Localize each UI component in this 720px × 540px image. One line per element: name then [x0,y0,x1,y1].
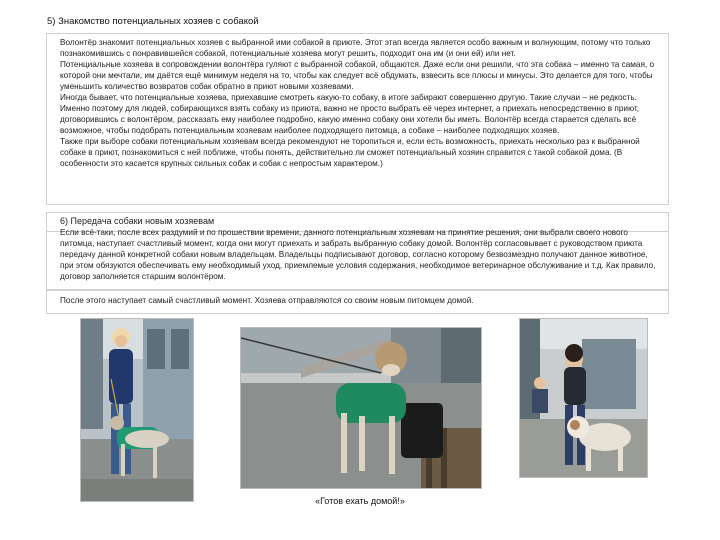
photo-woman-with-dog [80,318,194,502]
section5-paragraph: Потенциальные хозяева в сопровождении волонтёра гуляют с выбранной собакой, общаются. Даже если они решили, что эта собака – именно та самая, о которой они мечтали, им даётся ещё минимум неделя на то, чтобы как следует всё обдумать, взвесить все плюсы и минусы. Это делается для того, чтобы уменьшить количество возвратов собак обратно в приют новыми хозяевами. [60,60,654,91]
section6-heading: 6) Передача собаки новым хозяевам [60,216,215,226]
section6-closing-box [46,290,669,314]
photo-new-owner-with-dog [519,318,648,478]
section5-paragraph: Иногда бывает, что потенциальные хозяева, приехавшие смотреть какую-то собаку, в итоге забирают совершенно другую. Такие случаи – не редкость. Именно поэтому для людей, собирающихся взять собаку из приюта, важно не просто выбрать её через интернет, а приехать непосредственно в приют, договорившись с волонтёром, рассказать ему наиболее подробно, какую именно собаку они хотели бы иметь. Волонтёр всегда старается сделать всё возможное, чтобы подобрать потенциальным хозяевам наиболее подходящего питомца, а собаке – наиболее подходящих хозяев. [60,93,640,135]
photo-caption: «Готов ехать домой!» [315,496,405,506]
section6-text-box [46,224,669,290]
section5-paragraph: Волонтёр знакомит потенциальных хозяев с выбранной ими собакой в приюте. Этот этап всегда является особо важным и волнующим, потому что только познакомившись с понравившейся собакой, потенциальные хозяева могут решить, подходит она им (и они ей) или нет. [60,38,651,58]
section6-paragraph: Если всё-таки, после всех раздумий и по прошествии времени, данного потенциальным хозяевам на принятие решения, они выбрали своего нового питомца, наступает счастливый момент, когда они могут приехать и забрать выбранную собаку домой. Волонтёр согласовывает с руководством приюта передачу данной конкретной собаки новым владельцам. Владельцы подписывают договор, согласно которому безвозмездно получают данное животное, при этом обязуются обеспечивать ему необходимый уход, приемлемые условия содержания, необходимое ветеринарное обслуживание и т.д. Как правило, договор заполняется старшим волонтёром. [60,228,656,281]
section5-heading: 5) Знакомство потенциальных хозяев с собакой [47,16,259,27]
section5-paragraph: Также при выборе собаки потенциальным хозяевам всегда рекомендуют не торопиться и, если есть возможность, приехать несколько раз к выбранной собаке в приют, познакомиться с ней поближе, чтобы понять, действительно ли сможет потенциальный хозяин справится с такой собакой дома. (В особенности это касается крупных сильных собак и собак с непростым характером.) [60,137,640,168]
photo-dog-ready-to-go [240,327,482,489]
section5-text-box [46,33,669,205]
section6-closing-paragraph: После этого наступает самый счастливый момент. Хозяева отправляются со своим новым питомцем домой. [60,296,474,305]
